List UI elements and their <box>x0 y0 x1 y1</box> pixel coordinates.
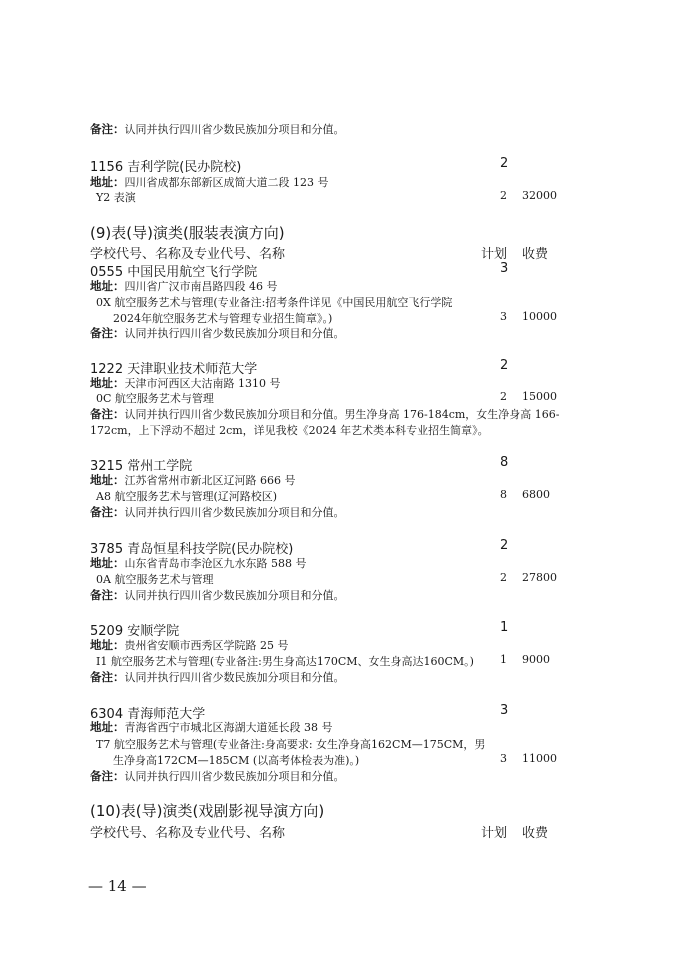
note-label: 备注： <box>90 588 125 602</box>
address-line <box>90 719 333 735</box>
address-line <box>90 472 296 488</box>
major-plan: 8 <box>500 488 507 501</box>
address-label: 地址： <box>90 556 125 570</box>
school-name: 0555 中国民用航空飞行学院 <box>90 265 258 280</box>
school-plan: 2 <box>500 156 509 171</box>
address-line <box>90 375 281 391</box>
note-text-continued: 172cm，上下浮动不超过 2cm，详见我校《2024 年艺术类本科专业招生简章》。 <box>90 424 489 437</box>
school-plan: 8 <box>500 455 509 470</box>
major-plan: 1 <box>500 653 507 666</box>
school-name: 3215 常州工学院 <box>90 459 193 474</box>
school-name: 3785 青岛恒星科技学院(民办院校) <box>90 542 294 557</box>
address-text: 青海省西宁市城北区海湖大道延长段 38 号 <box>124 721 333 734</box>
major-plan: 2 <box>500 571 507 584</box>
major-fee: 9000 <box>522 653 550 666</box>
school-plan: 1 <box>500 620 509 635</box>
major-plan: 3 <box>500 310 507 323</box>
address-label: 地址： <box>90 638 125 652</box>
major-fee: 6800 <box>522 488 550 501</box>
major-name: 0X 航空服务艺术与管理(专业备注:招考条件详见《中国民用航空飞行学院 <box>96 296 453 309</box>
note-label: 备注： <box>90 769 125 783</box>
major-name: Y2 表演 <box>96 191 136 204</box>
major-fee: 10000 <box>522 310 557 323</box>
note-text: 认同并执行四川省少数民族加分项目和分值。 <box>124 770 345 783</box>
major-name-continued: 生净身高172CM—185CM (以高考体检表为准)。) <box>113 754 360 767</box>
address-label: 地址： <box>90 720 125 734</box>
address-line <box>90 555 307 571</box>
note-line <box>90 669 345 685</box>
major-plan: 2 <box>500 189 507 202</box>
note-label: 备注： <box>90 505 125 519</box>
address-text: 贵州省安顺市西秀区学院路 25 号 <box>124 639 289 652</box>
address-line <box>90 278 278 294</box>
note-text: 认同并执行四川省少数民族加分项目和分值。男生净身高 176-184cm，女生净身高 166- <box>124 408 560 421</box>
address-text: 天津市河西区大沽南路 1310 号 <box>124 377 281 390</box>
note-text: 认同并执行四川省少数民族加分项目和分值。 <box>124 671 345 684</box>
major-fee: 15000 <box>522 390 557 403</box>
major-name: T7 航空服务艺术与管理(专业备注:身高要求: 女生净身高162CM—175CM，男 <box>96 738 486 751</box>
note-label: 备注： <box>90 326 125 340</box>
note-text: 认同并执行四川省少数民族加分项目和分值。 <box>124 589 345 602</box>
school-plan: 3 <box>500 261 509 276</box>
major-name: 0C 航空服务艺术与管理 <box>96 392 214 405</box>
note-label: 备注： <box>90 122 125 136</box>
major-plan: 3 <box>500 752 507 765</box>
note-text: 认同并执行四川省少数民族加分项目和分值。 <box>124 506 345 519</box>
address-text: 四川省广汉市南昌路四段 46 号 <box>124 280 278 293</box>
section-title: (10)表(导)演类(戏剧影视导演方向) <box>90 802 325 820</box>
address-label: 地址： <box>90 376 125 390</box>
note-text: 认同并执行四川省少数民族加分项目和分值。 <box>124 327 345 340</box>
page-number: — 14 — <box>88 877 147 895</box>
school-name: 1222 天津职业技术师范大学 <box>90 362 258 377</box>
column-header-fee: 收费 <box>522 826 549 841</box>
column-header-fee: 收费 <box>522 247 549 262</box>
column-header-name: 学校代号、名称及专业代号、名称 <box>90 247 286 262</box>
address-text: 山东省青岛市李沧区九水东路 588 号 <box>124 557 307 570</box>
major-name: 0A 航空服务艺术与管理 <box>96 573 214 586</box>
major-fee: 11000 <box>522 752 557 765</box>
school-plan: 2 <box>500 358 509 373</box>
note-line <box>90 121 345 137</box>
note-line <box>90 587 345 603</box>
major-name-continued: 2024年航空服务艺术与管理专业招生简章》。) <box>113 312 333 325</box>
major-name: I1 航空服务艺术与管理(专业备注:男生身高达170CM、女生身高达160CM。) <box>96 655 474 668</box>
note-line <box>90 406 560 422</box>
school-plan: 3 <box>500 703 509 718</box>
address-label: 地址： <box>90 279 125 293</box>
school-name: 1156 吉利学院(民办院校) <box>90 160 242 175</box>
school-name: 5209 安顺学院 <box>90 624 180 639</box>
column-header-plan: 计划 <box>481 826 508 841</box>
major-plan: 2 <box>500 390 507 403</box>
school-name: 6304 青海师范大学 <box>90 707 206 722</box>
note-text: 认同并执行四川省少数民族加分项目和分值。 <box>124 123 345 136</box>
note-line <box>90 325 345 341</box>
major-name: A8 航空服务艺术与管理(辽河路校区) <box>96 490 278 503</box>
note-line <box>90 768 345 784</box>
major-fee: 27800 <box>522 571 557 584</box>
major-fee: 32000 <box>522 189 557 202</box>
address-text: 四川省成都东部新区成简大道二段 123 号 <box>124 176 329 189</box>
column-header-plan: 计划 <box>481 247 508 262</box>
column-header-name: 学校代号、名称及专业代号、名称 <box>90 826 286 841</box>
school-plan: 2 <box>500 538 509 553</box>
address-line <box>90 174 329 190</box>
address-label: 地址： <box>90 473 125 487</box>
address-line <box>90 637 289 653</box>
address-text: 江苏省常州市新北区辽河路 666 号 <box>124 474 296 487</box>
section-title: (9)表(导)演类(服装表演方向) <box>90 224 285 242</box>
note-line <box>90 504 345 520</box>
address-label: 地址： <box>90 175 125 189</box>
note-label: 备注： <box>90 670 125 684</box>
note-label: 备注： <box>90 407 125 421</box>
